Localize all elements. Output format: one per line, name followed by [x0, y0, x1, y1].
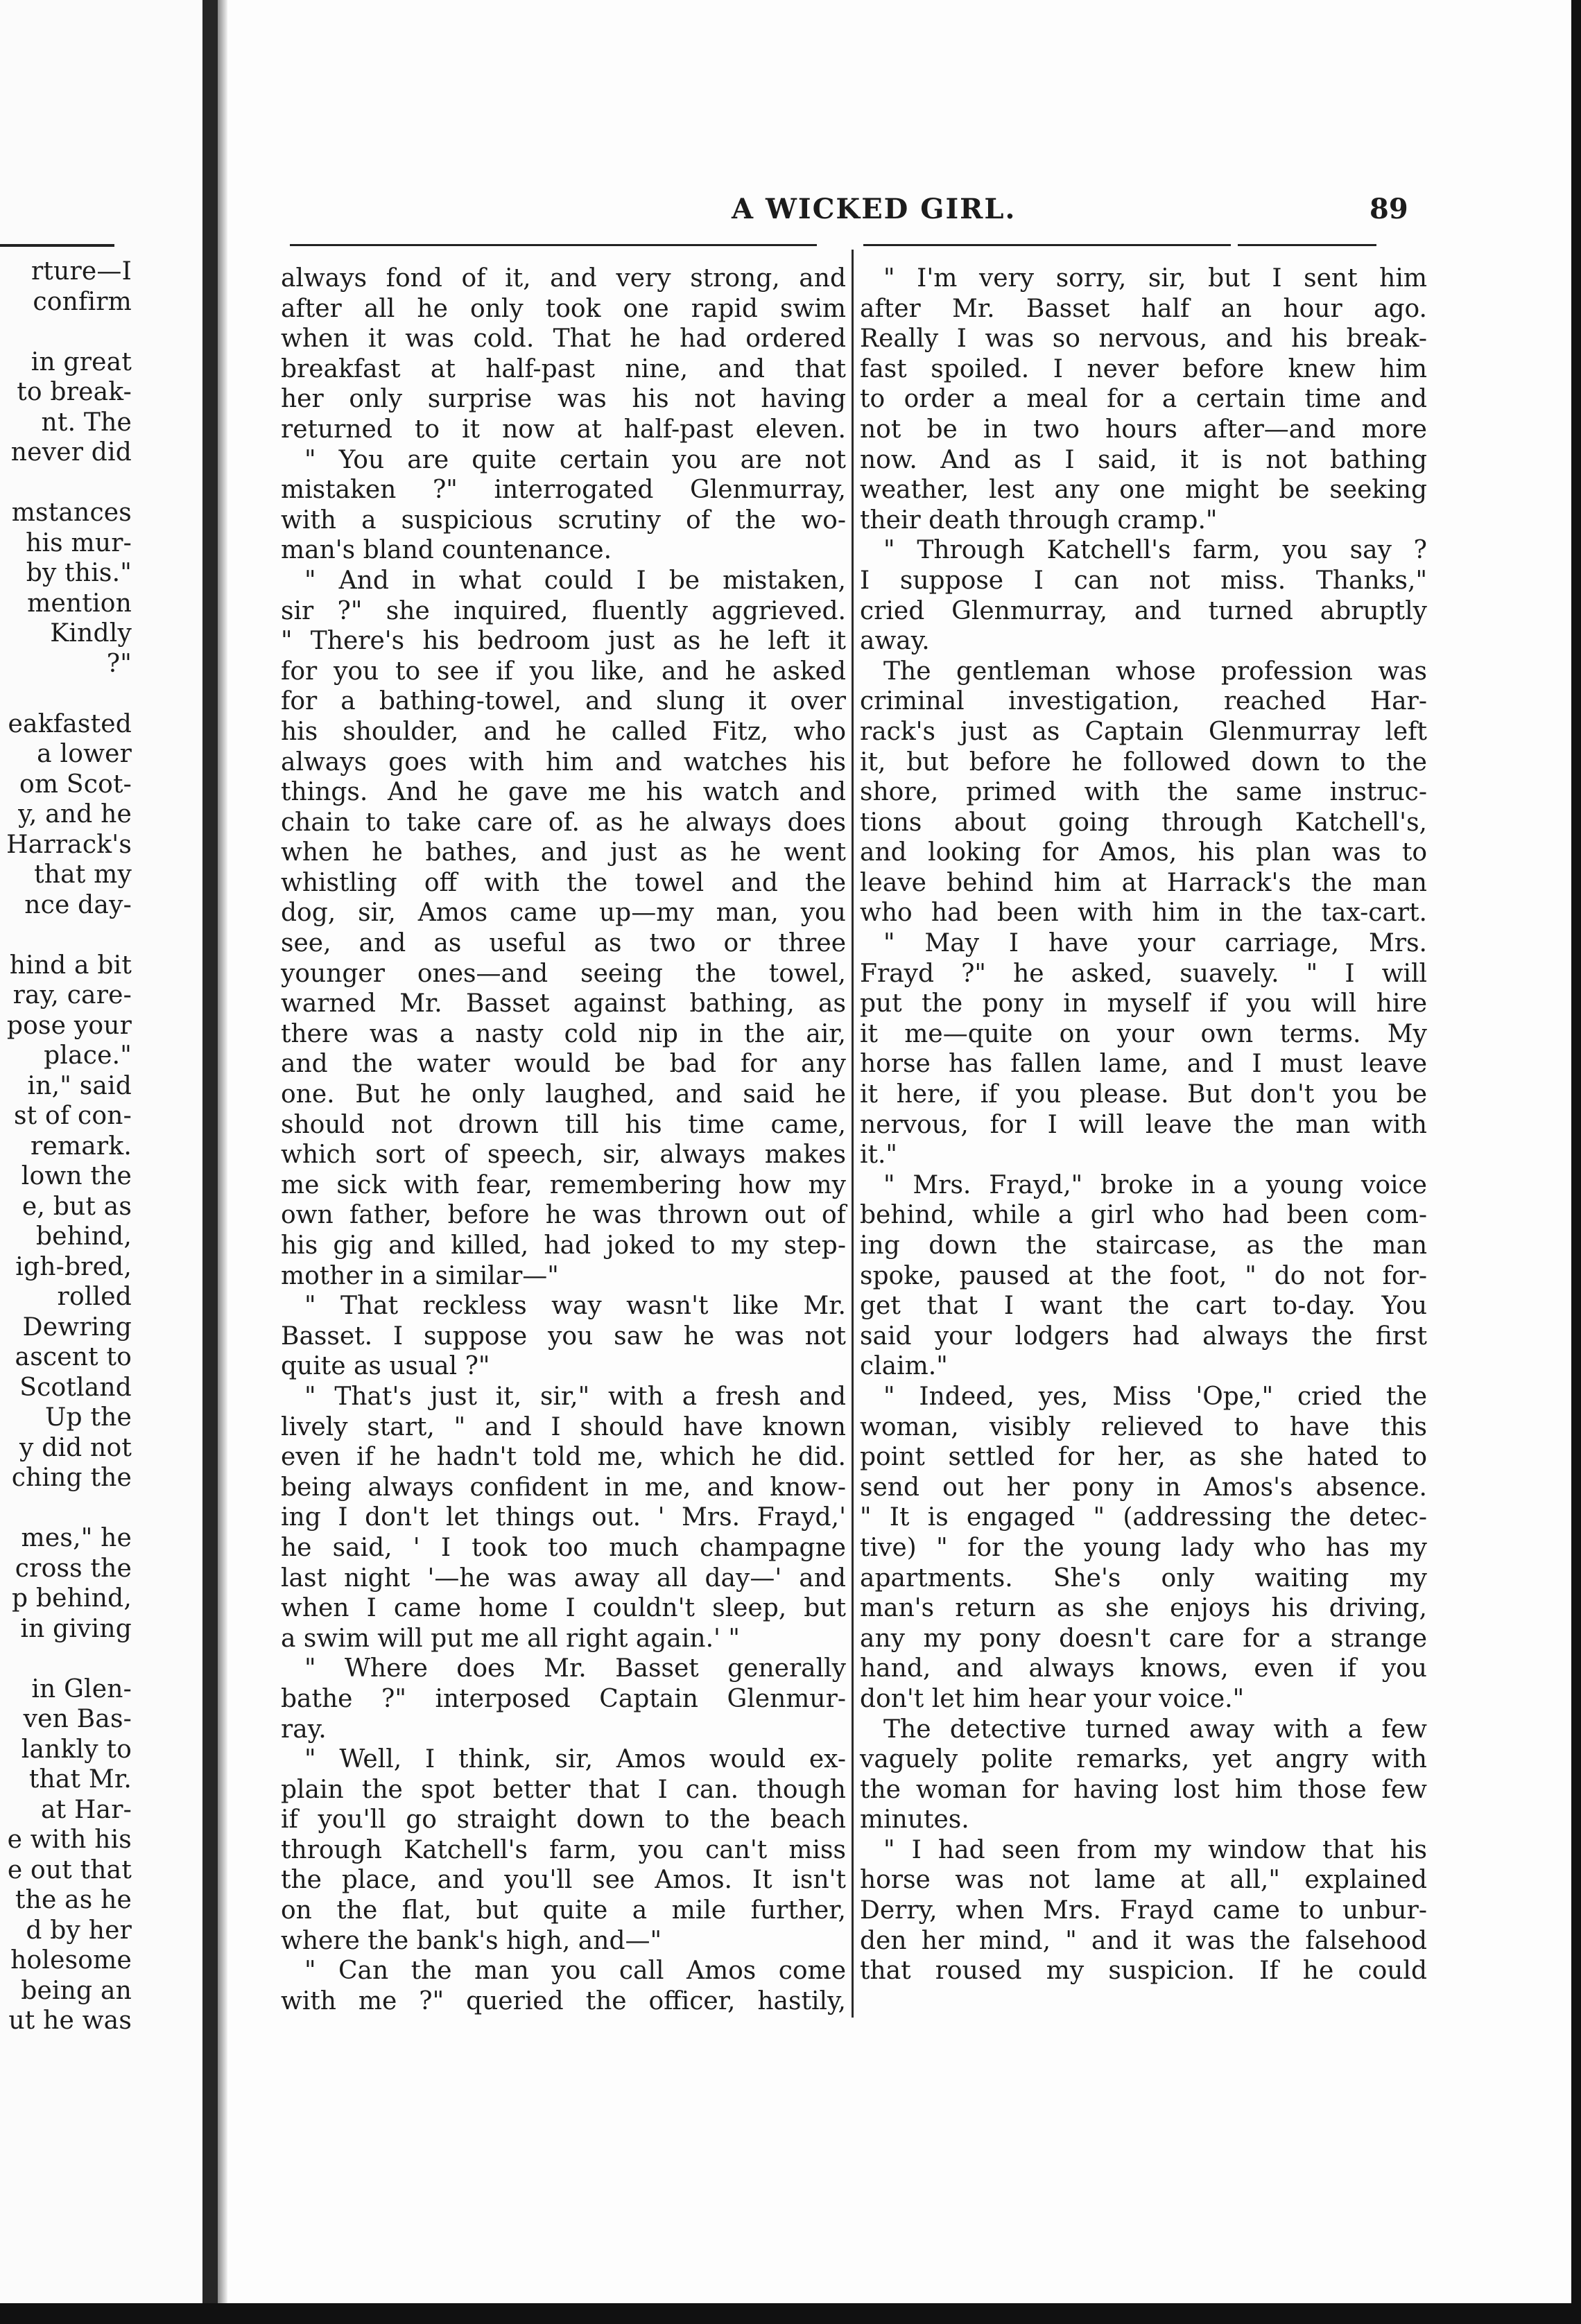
- left-column-line: see, and as useful as two or three: [281, 929, 846, 958]
- left-column-line: the place, and you'll see Amos. It isn't: [281, 1866, 846, 1895]
- left-fragment-line: [0, 1493, 132, 1524]
- left-fragment-line: [0, 468, 132, 498]
- left-fragment-line: eakfasted: [8, 709, 132, 738]
- left-column-line: being always confident in me, and know-: [281, 1473, 846, 1502]
- left-fragment-line: confirm: [33, 287, 132, 316]
- running-head: A WICKED GIRL.: [732, 193, 1017, 225]
- right-column-line: The detective turned away with a few: [883, 1715, 1427, 1744]
- left-fragment-line: [0, 920, 132, 951]
- left-column-line: if you'll go straight down to the beach: [281, 1805, 846, 1835]
- left-fragment-line: nce day-: [24, 890, 132, 919]
- left-column-line: on the flat, but quite a mile further,: [281, 1896, 846, 1925]
- left-fragment-line: holesome: [10, 1946, 132, 1975]
- left-fragment-line: om Scot-: [19, 770, 132, 799]
- left-column-line: man's bland countenance.: [281, 536, 612, 565]
- left-fragment-line: [0, 679, 132, 709]
- left-column-line: plain the spot better that I can. though: [281, 1775, 846, 1804]
- left-column-line: where the bank's high, and—": [281, 1926, 662, 1955]
- left-column-line: with a suspicious scrutiny of the wo-: [281, 505, 846, 535]
- left-fragment-line: e out that: [7, 1855, 132, 1884]
- left-fragment-line: Scotland: [19, 1373, 132, 1402]
- left-fragment-line: st of con-: [13, 1102, 132, 1130]
- left-fragment-line: e with his: [7, 1826, 132, 1854]
- left-column-line: always goes with him and watches his: [281, 747, 846, 777]
- left-column-line: he said, ' I took too much champagne: [281, 1533, 846, 1562]
- left-column-line: there was a nasty cold nip in the air,: [281, 1019, 846, 1048]
- right-column-line: fast spoiled. I never before knew him: [860, 354, 1427, 383]
- left-fragment-line: ven Bas-: [23, 1705, 132, 1733]
- left-column-line: for a bathing-towel, and slung it over: [281, 687, 846, 716]
- left-fragment-line: never did: [10, 438, 132, 467]
- left-fragment-line: being an: [21, 1976, 132, 2005]
- gutter-shadow: [218, 0, 227, 2324]
- right-column-line: leave behind him at Harrack's the man: [860, 868, 1427, 897]
- right-column-line: rack's just as Captain Glenmurray left: [860, 717, 1427, 746]
- left-fragment-line: y, and he: [18, 800, 132, 829]
- right-column-line: it here, if you please. But don't you be: [860, 1080, 1427, 1109]
- left-fragment-line: a lower: [37, 740, 132, 768]
- left-fragment-line: mention: [27, 589, 132, 618]
- left-fragment-line: that my: [34, 860, 132, 889]
- right-column-line: get that I want the cart to-day. You: [860, 1292, 1427, 1321]
- left-fragment-line: [0, 317, 132, 347]
- left-column-line: always fond of it, and very strong, and: [281, 264, 846, 293]
- right-column-line: Frayd ?" he asked, suavely. " I will: [860, 959, 1427, 988]
- right-column-line: ing down the staircase, as the man: [860, 1231, 1427, 1260]
- left-fragment-line: in," said: [27, 1071, 132, 1100]
- left-column-line: " Can the man you call Amos come: [304, 1957, 846, 1986]
- right-column-line: that roused my suspicion. If he could: [860, 1957, 1427, 1986]
- left-column-line: mother in a similar—": [281, 1261, 559, 1290]
- left-column-line: " Where does Mr. Basset generally: [304, 1654, 846, 1683]
- right-column-line: " Indeed, yes, Miss 'Ope," cried the: [883, 1382, 1427, 1411]
- left-column-line: breakfast at half-past nine, and that: [281, 354, 846, 383]
- header-rule-right: [1238, 244, 1376, 246]
- left-column-line: a swim will put me all right again.' ": [281, 1624, 740, 1653]
- left-fragment-line: p behind,: [11, 1584, 132, 1613]
- right-column-line: man's return as she enjoys his driving,: [860, 1594, 1427, 1623]
- left-fragment-line: his mur-: [26, 528, 132, 557]
- left-column-line: younger ones—and seeing the towel,: [281, 959, 846, 988]
- left-fragment-line: mes," he: [21, 1524, 132, 1552]
- left-fragment-line: mstances: [11, 498, 132, 527]
- right-column-line: tive) " for the young lady who has my: [860, 1533, 1427, 1562]
- left-fragment-line: ut he was: [8, 2006, 132, 2035]
- right-column-line: said your lodgers had always the first: [860, 1321, 1427, 1351]
- left-column-line: " That reckless way wasn't like Mr.: [304, 1292, 846, 1321]
- left-fragment-line: Kindly: [50, 619, 132, 648]
- left-fragment-line: nt. The: [41, 408, 132, 437]
- right-column-line: " It is engaged " (addressing the detec-: [860, 1503, 1427, 1532]
- left-fragment-line: in giving: [20, 1614, 132, 1643]
- page-number: 89: [1370, 193, 1408, 225]
- right-column-line: hand, and always knows, even if you: [860, 1654, 1427, 1683]
- left-column-line: even if he hadn't told me, which he did.: [281, 1443, 846, 1472]
- right-column-line: not be in two hours after—and more: [860, 415, 1427, 444]
- left-column-line: own father, before he was thrown out of: [281, 1201, 846, 1230]
- right-column-line: and looking for Amos, his plan was to: [860, 838, 1427, 867]
- right-column-line: away.: [860, 627, 930, 656]
- right-column-line: horse has fallen lame, and I must leave: [860, 1050, 1427, 1079]
- right-column-line: tions about going through Katchell's,: [860, 808, 1427, 837]
- right-column-line: apartments. She's only waiting my: [860, 1563, 1427, 1593]
- right-column-line: don't let him hear your voice.": [860, 1684, 1245, 1713]
- left-column-line: last night '—he was away all day—' and: [281, 1563, 846, 1593]
- right-column-line: woman, visibly relieved to have this: [860, 1412, 1427, 1441]
- left-fragment-line: ?": [106, 649, 132, 678]
- right-column-line: horse was not lame at all," explained: [860, 1866, 1427, 1895]
- left-fragment-line: in Glen-: [31, 1674, 132, 1703]
- left-fragment-line: Dewring: [22, 1312, 132, 1342]
- left-column-line: bathe ?" interposed Captain Glenmur-: [281, 1684, 846, 1713]
- right-column-line: claim.": [860, 1352, 948, 1381]
- right-column-line: it, but before he followed down to the: [860, 747, 1427, 777]
- left-fragment-line: to break-: [17, 378, 132, 406]
- left-column-line: ing I don't let things out. ' Mrs. Frayd,': [281, 1503, 846, 1532]
- right-column-line: after Mr. Basset half an hour ago.: [860, 294, 1427, 323]
- left-column-line: mistaken ?" interrogated Glenmurray,: [281, 476, 846, 505]
- left-column-line: his gig and killed, had joked to my step-: [281, 1231, 846, 1260]
- left-column-line: warned Mr. Basset against bathing, as: [281, 989, 846, 1018]
- left-page-rule: [0, 244, 114, 247]
- left-fragment-line: place.": [44, 1041, 132, 1070]
- left-column-line: sir ?" she inquired, fluently aggrieved.: [281, 596, 846, 625]
- left-fragment-line: remark.: [31, 1131, 132, 1161]
- left-fragment-line: Harrack's: [6, 830, 132, 859]
- left-column-line: and the water would be bad for any: [281, 1050, 846, 1079]
- left-fragment-line: Up the: [45, 1403, 132, 1432]
- left-column-line: chain to take care of. as he always does: [281, 808, 846, 837]
- left-column-line: things. And he gave me his watch and: [281, 778, 846, 807]
- right-column-line: it me—quite on your own terms. My: [860, 1019, 1427, 1048]
- right-column-line: Really I was so nervous, and his break-: [860, 324, 1427, 354]
- right-column-line: minutes.: [860, 1805, 969, 1835]
- left-column-line: dog, sir, Amos came up—my man, you: [281, 899, 846, 928]
- left-fragment-line: behind,: [35, 1222, 132, 1251]
- left-column-line: should not drown till his time came,: [281, 1110, 846, 1139]
- right-column-line: put the pony in myself if you will hire: [860, 989, 1427, 1018]
- left-column-line: " And in what could I be mistaken,: [304, 566, 846, 595]
- right-column-line: nervous, for I will leave the man with: [860, 1110, 1427, 1139]
- left-column-line: after all he only took one rapid swim: [281, 294, 846, 323]
- right-column-line: " I'm very sorry, sir, but I sent him: [883, 264, 1427, 293]
- left-fragment-line: pose your: [6, 1011, 132, 1040]
- right-column-line: " Mrs. Frayd," broke in a young voice: [883, 1170, 1427, 1199]
- left-fragment-line: ray, care-: [12, 981, 132, 1009]
- right-column-line: Derry, when Mrs. Frayd came to unbur-: [860, 1896, 1427, 1925]
- column-separator: [852, 250, 854, 2018]
- left-page-fragment: [0, 0, 208, 2324]
- left-fragment-line: that Mr.: [28, 1765, 132, 1794]
- left-fragment-line: at Har-: [40, 1795, 132, 1824]
- right-column-line: " I had seen from my window that his: [883, 1835, 1427, 1864]
- header-rule-left: [290, 244, 817, 246]
- left-fragment-line: by this.": [26, 559, 132, 587]
- left-column-line: when he bathes, and just as he went: [281, 838, 846, 867]
- left-column-line: Basset. I suppose you saw he was not: [281, 1321, 846, 1351]
- right-column-line: it.": [860, 1141, 897, 1170]
- left-fragment-line: lown the: [21, 1162, 132, 1190]
- left-fragment-line: igh-bred,: [15, 1252, 132, 1281]
- text-column-left: [281, 263, 846, 2016]
- scan-edge-bottom: [0, 2303, 1581, 2324]
- right-column-line: " Through Katchell's farm, you say ?: [883, 536, 1427, 565]
- left-fragment-line: ascent to: [15, 1343, 132, 1371]
- left-column-line: which sort of speech, sir, always makes: [281, 1141, 846, 1170]
- left-column-line: when it was cold. That he had ordered: [281, 324, 846, 354]
- left-column-line: quite as usual ?": [281, 1352, 490, 1381]
- right-column-line: to order a meal for a certain time and: [860, 385, 1427, 414]
- left-column-line: her only surprise was his not having: [281, 385, 846, 414]
- left-column-line: one. But he only laughed, and said he: [281, 1080, 846, 1109]
- left-column-line: his shoulder, and he called Fitz, who: [281, 717, 846, 746]
- left-fragment-line: ching the: [11, 1464, 132, 1492]
- left-fragment-line: lankly to: [21, 1735, 132, 1764]
- left-column-line: through Katchell's farm, you can't miss: [281, 1835, 846, 1864]
- left-column-line: me sick with fear, remembering how my: [281, 1170, 846, 1199]
- left-page-text: [0, 257, 132, 2036]
- right-column-line: The gentleman whose profession was: [883, 657, 1427, 686]
- left-fragment-line: y did not: [19, 1433, 132, 1462]
- left-column-line: returned to it now at half-past eleven.: [281, 415, 846, 444]
- text-column-right: [860, 263, 1427, 1986]
- left-column-line: " Well, I think, sir, Amos would ex-: [304, 1745, 846, 1774]
- right-column-line: send out her pony in Amos's absence.: [860, 1473, 1427, 1502]
- right-column-line: criminal investigation, reached Har-: [860, 687, 1427, 716]
- left-fragment-line: d by her: [26, 1916, 132, 1945]
- right-column-line: den her mind, " and it was the falsehood: [860, 1926, 1427, 1955]
- right-column-line: any my pony doesn't care for a strange: [860, 1624, 1427, 1653]
- left-column-line: whistling off with the towel and the: [281, 868, 846, 897]
- left-column-line: " That's just it, sir," with a fresh and: [304, 1382, 846, 1411]
- left-fragment-line: [0, 1644, 132, 1674]
- left-fragment-line: rolled: [57, 1283, 132, 1311]
- right-column-line: shore, primed with the same instruc-: [860, 778, 1427, 807]
- left-fragment-line: rture—I: [31, 257, 132, 286]
- right-column-line: now. And as I said, it is not bathing: [860, 445, 1427, 474]
- right-column-line: spoke, paused at the foot, " do not for-: [860, 1261, 1427, 1290]
- right-column-line: vaguely polite remarks, yet angry with: [860, 1745, 1427, 1774]
- right-column-line: I suppose I can not miss. Thanks,": [860, 566, 1427, 595]
- right-column-line: behind, while a girl who had been com-: [860, 1201, 1427, 1230]
- left-column-line: when I came home I couldn't sleep, but: [281, 1594, 846, 1623]
- left-fragment-line: cross the: [15, 1554, 132, 1583]
- right-column-line: point settled for her, as she hated to: [860, 1443, 1427, 1472]
- left-fragment-line: the as he: [15, 1886, 132, 1914]
- left-fragment-line: e, but as: [21, 1192, 132, 1221]
- right-column-line: who had been with him in the tax-cart.: [860, 899, 1427, 928]
- header-rule-mid: [863, 244, 1231, 246]
- left-column-line: " You are quite certain you are not: [304, 445, 846, 474]
- left-column-line: with me ?" queried the officer, hastily,: [281, 1986, 846, 2015]
- left-column-line: " There's his bedroom just as he left it: [281, 627, 846, 656]
- right-column-line: " May I have your carriage, Mrs.: [883, 929, 1427, 958]
- book-gutter: [202, 0, 218, 2324]
- left-fragment-line: in great: [31, 347, 132, 376]
- right-column-line: cried Glenmurray, and turned abruptly: [860, 596, 1427, 625]
- right-column-line: the woman for having lost him those few: [860, 1775, 1427, 1804]
- left-fragment-line: hind a bit: [9, 951, 132, 980]
- right-column-line: their death through cramp.": [860, 505, 1218, 535]
- scan-edge-right: [1571, 0, 1581, 2324]
- left-column-line: lively start, " and I should have known: [281, 1412, 846, 1441]
- right-column-line: weather, lest any one might be seeking: [860, 476, 1427, 505]
- left-column-line: ray.: [281, 1715, 327, 1744]
- left-column-line: for you to see if you like, and he asked: [281, 657, 846, 686]
